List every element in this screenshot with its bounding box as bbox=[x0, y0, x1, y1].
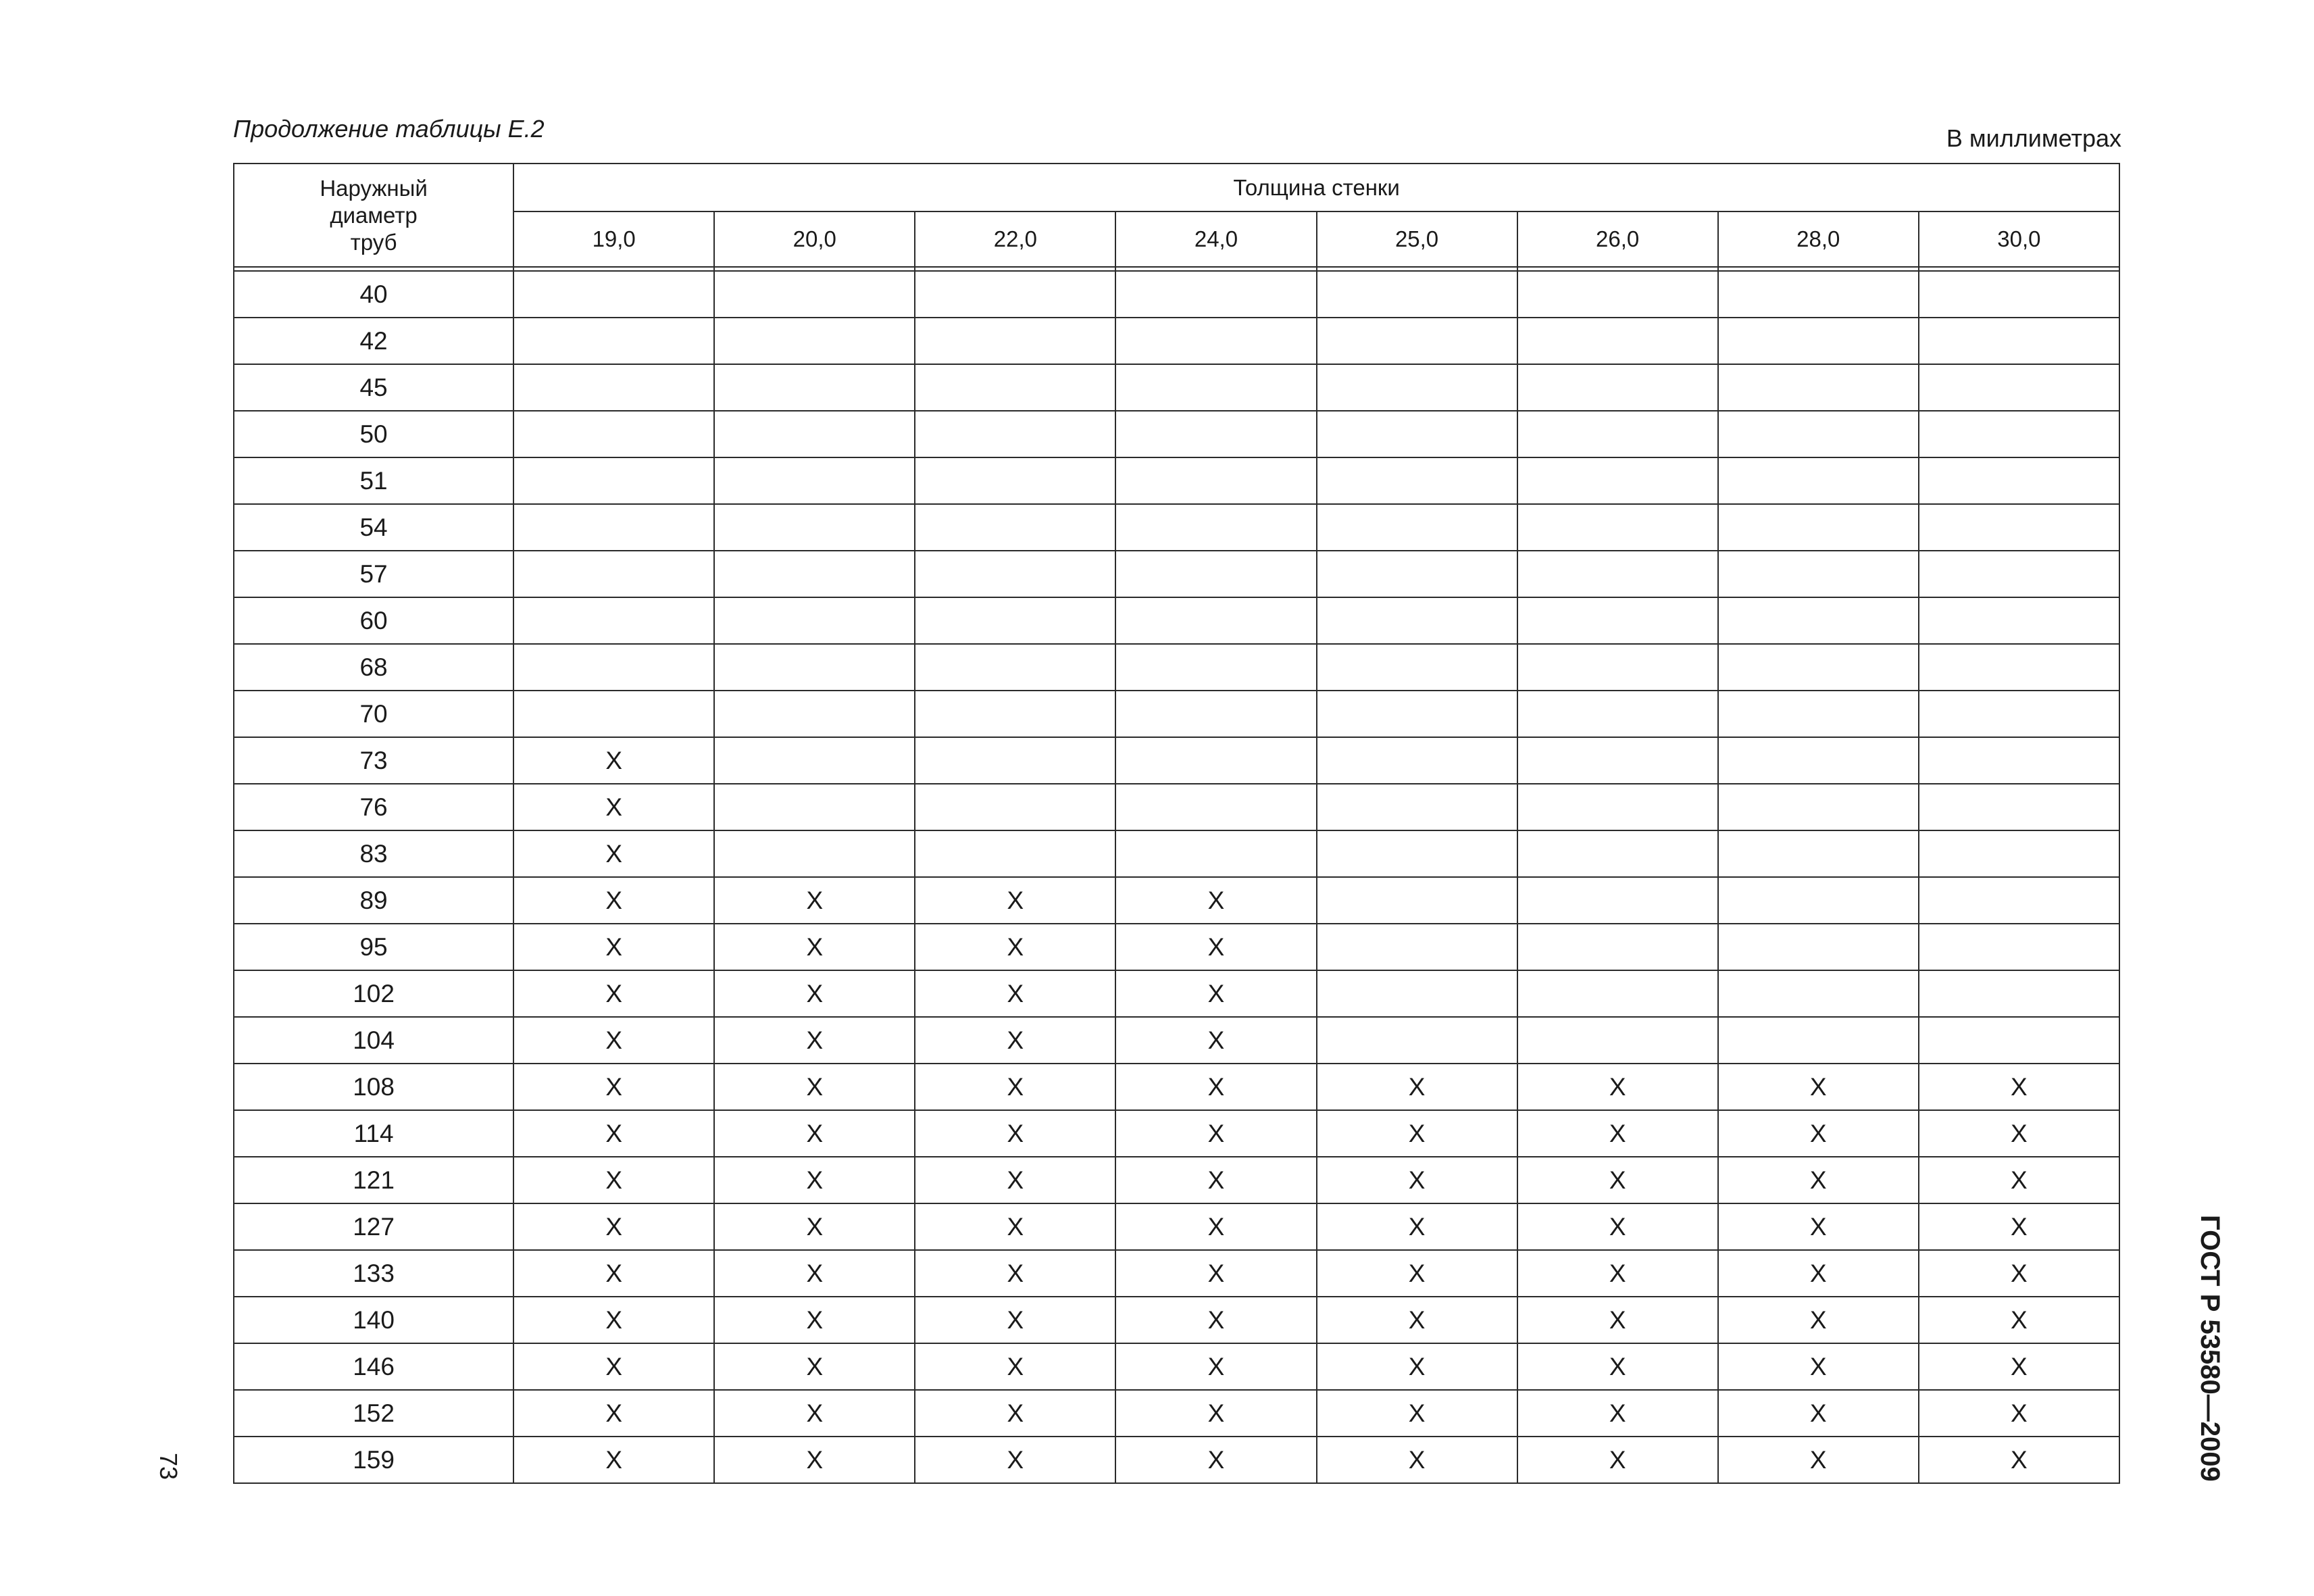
availability-mark-cell bbox=[915, 551, 1115, 597]
availability-mark-cell: X bbox=[714, 1157, 915, 1203]
availability-mark-cell bbox=[1317, 364, 1517, 411]
availability-mark-cell bbox=[1317, 691, 1517, 737]
table-row bbox=[234, 691, 2119, 737]
availability-mark-cell: X bbox=[1115, 970, 1316, 1017]
availability-mark-cell bbox=[1919, 830, 2119, 877]
availability-mark-cell bbox=[1517, 504, 1718, 551]
standard-designation: ГОСТ Р 53580—2009 bbox=[2195, 1215, 2225, 1482]
availability-mark-cell: X bbox=[1317, 1157, 1517, 1203]
availability-mark-cell bbox=[1718, 924, 1919, 970]
availability-mark-cell: X bbox=[513, 1157, 714, 1203]
availability-mark-cell: X bbox=[513, 970, 714, 1017]
availability-mark-cell bbox=[1718, 457, 1919, 504]
table-row bbox=[234, 1203, 2119, 1250]
table-row bbox=[234, 970, 2119, 1017]
availability-mark-cell bbox=[1517, 830, 1718, 877]
table-row bbox=[234, 318, 2119, 364]
wall-thickness-header: Толщина стенки bbox=[513, 164, 2119, 211]
availability-mark-cell: X bbox=[513, 1343, 714, 1390]
table-row bbox=[234, 1064, 2119, 1110]
table-row bbox=[234, 644, 2119, 691]
table-row bbox=[234, 1157, 2119, 1203]
outer-diameter-cell: 140 bbox=[234, 1297, 513, 1343]
availability-mark-cell bbox=[915, 830, 1115, 877]
outer-diameter-cell: 57 bbox=[234, 551, 513, 597]
availability-mark-cell: X bbox=[1919, 1110, 2119, 1157]
availability-mark-cell bbox=[915, 364, 1115, 411]
availability-mark-cell bbox=[1919, 737, 2119, 784]
availability-mark-cell bbox=[1718, 877, 1919, 924]
availability-mark-cell bbox=[1517, 271, 1718, 318]
availability-mark-cell: X bbox=[1115, 1437, 1316, 1483]
availability-mark-cell: X bbox=[1718, 1157, 1919, 1203]
availability-mark-cell: X bbox=[1317, 1064, 1517, 1110]
availability-mark-cell bbox=[1317, 504, 1517, 551]
availability-mark-cell bbox=[513, 318, 714, 364]
thickness-column-header: 30,0 bbox=[1919, 211, 2119, 267]
availability-mark-cell bbox=[513, 364, 714, 411]
availability-mark-cell bbox=[714, 830, 915, 877]
availability-mark-cell: X bbox=[915, 1017, 1115, 1064]
availability-mark-cell: X bbox=[915, 1064, 1115, 1110]
availability-mark-cell bbox=[513, 457, 714, 504]
availability-mark-cell: X bbox=[915, 1250, 1115, 1297]
outer-diameter-cell: 89 bbox=[234, 877, 513, 924]
availability-mark-cell: X bbox=[1115, 1203, 1316, 1250]
availability-mark-cell bbox=[714, 271, 915, 318]
availability-mark-cell: X bbox=[1517, 1064, 1718, 1110]
outer-diameter-cell: 42 bbox=[234, 318, 513, 364]
availability-mark-cell: X bbox=[714, 1203, 915, 1250]
availability-mark-cell: X bbox=[1919, 1157, 2119, 1203]
availability-mark-cell bbox=[714, 457, 915, 504]
outer-diameter-cell: 83 bbox=[234, 830, 513, 877]
table-row bbox=[234, 271, 2119, 318]
thickness-column-header: 24,0 bbox=[1115, 211, 1316, 267]
page-number: 73 bbox=[155, 1453, 182, 1480]
availability-mark-cell: X bbox=[1718, 1203, 1919, 1250]
availability-mark-cell: X bbox=[1517, 1437, 1718, 1483]
table-row bbox=[234, 1017, 2119, 1064]
availability-mark-cell bbox=[1718, 784, 1919, 830]
availability-mark-cell: X bbox=[714, 877, 915, 924]
availability-mark-cell bbox=[1317, 551, 1517, 597]
availability-mark-cell bbox=[915, 644, 1115, 691]
availability-mark-cell bbox=[1718, 691, 1919, 737]
availability-mark-cell: X bbox=[714, 1064, 915, 1110]
availability-mark-cell: X bbox=[714, 1343, 915, 1390]
availability-mark-cell: X bbox=[1517, 1390, 1718, 1437]
availability-mark-cell bbox=[1317, 784, 1517, 830]
availability-mark-cell: X bbox=[714, 1437, 915, 1483]
outer-diameter-header-line: труб bbox=[350, 229, 397, 255]
availability-mark-cell: X bbox=[1317, 1437, 1517, 1483]
availability-mark-cell bbox=[1317, 457, 1517, 504]
availability-mark-cell: X bbox=[513, 877, 714, 924]
pipe-dimensions-table bbox=[233, 163, 2120, 1484]
availability-mark-cell bbox=[1317, 737, 1517, 784]
availability-mark-cell: X bbox=[513, 1297, 714, 1343]
availability-mark-cell: X bbox=[513, 1390, 714, 1437]
outer-diameter-cell: 152 bbox=[234, 1390, 513, 1437]
availability-mark-cell bbox=[1317, 970, 1517, 1017]
availability-mark-cell: X bbox=[915, 1437, 1115, 1483]
availability-mark-cell: X bbox=[714, 924, 915, 970]
availability-mark-cell bbox=[915, 504, 1115, 551]
outer-diameter-cell: 102 bbox=[234, 970, 513, 1017]
availability-mark-cell bbox=[1115, 504, 1316, 551]
availability-mark-cell: X bbox=[915, 1203, 1115, 1250]
availability-mark-cell: X bbox=[915, 1110, 1115, 1157]
outer-diameter-cell: 60 bbox=[234, 597, 513, 644]
availability-mark-cell: X bbox=[513, 1437, 714, 1483]
availability-mark-cell bbox=[1115, 318, 1316, 364]
availability-mark-cell: X bbox=[1718, 1297, 1919, 1343]
availability-mark-cell: X bbox=[513, 1203, 714, 1250]
availability-mark-cell bbox=[1517, 924, 1718, 970]
outer-diameter-cell: 54 bbox=[234, 504, 513, 551]
availability-mark-cell bbox=[1919, 364, 2119, 411]
table-row bbox=[234, 924, 2119, 970]
availability-mark-cell bbox=[1517, 597, 1718, 644]
table-row bbox=[234, 551, 2119, 597]
outer-diameter-header-line: диаметр bbox=[330, 202, 418, 228]
availability-mark-cell: X bbox=[1919, 1250, 2119, 1297]
table-row bbox=[234, 784, 2119, 830]
outer-diameter-cell: 133 bbox=[234, 1250, 513, 1297]
availability-mark-cell bbox=[915, 457, 1115, 504]
outer-diameter-cell: 73 bbox=[234, 737, 513, 784]
availability-mark-cell: X bbox=[915, 1390, 1115, 1437]
availability-mark-cell bbox=[1317, 644, 1517, 691]
availability-mark-cell bbox=[714, 504, 915, 551]
table-row bbox=[234, 1297, 2119, 1343]
availability-mark-cell bbox=[1718, 504, 1919, 551]
availability-mark-cell: X bbox=[1919, 1390, 2119, 1437]
availability-mark-cell bbox=[1517, 691, 1718, 737]
availability-mark-cell bbox=[513, 271, 714, 318]
availability-mark-cell: X bbox=[513, 1064, 714, 1110]
availability-mark-cell bbox=[1718, 318, 1919, 364]
availability-mark-cell bbox=[1115, 551, 1316, 597]
availability-mark-cell bbox=[1115, 784, 1316, 830]
availability-mark-cell bbox=[1919, 271, 2119, 318]
availability-mark-cell: X bbox=[1115, 1343, 1316, 1390]
availability-mark-cell bbox=[714, 411, 915, 457]
thickness-column-header: 19,0 bbox=[513, 211, 714, 267]
table-caption: Продолжение таблицы Е.2 bbox=[233, 115, 545, 143]
availability-mark-cell: X bbox=[1317, 1250, 1517, 1297]
table-row bbox=[234, 1390, 2119, 1437]
availability-mark-cell: X bbox=[1919, 1437, 2119, 1483]
availability-mark-cell: X bbox=[513, 830, 714, 877]
availability-mark-cell bbox=[1317, 597, 1517, 644]
availability-mark-cell: X bbox=[513, 924, 714, 970]
availability-mark-cell bbox=[1517, 737, 1718, 784]
availability-mark-cell: X bbox=[1718, 1390, 1919, 1437]
availability-mark-cell: X bbox=[1517, 1343, 1718, 1390]
availability-mark-cell bbox=[1919, 970, 2119, 1017]
availability-mark-cell bbox=[1919, 877, 2119, 924]
availability-mark-cell bbox=[915, 737, 1115, 784]
availability-mark-cell bbox=[1517, 784, 1718, 830]
outer-diameter-cell: 146 bbox=[234, 1343, 513, 1390]
availability-mark-cell bbox=[1517, 364, 1718, 411]
availability-mark-cell: X bbox=[1919, 1343, 2119, 1390]
availability-mark-cell bbox=[1115, 830, 1316, 877]
availability-mark-cell: X bbox=[1317, 1343, 1517, 1390]
outer-diameter-cell: 50 bbox=[234, 411, 513, 457]
availability-mark-cell bbox=[1517, 877, 1718, 924]
availability-mark-cell bbox=[1718, 364, 1919, 411]
availability-mark-cell: X bbox=[714, 1017, 915, 1064]
table-row bbox=[234, 1343, 2119, 1390]
outer-diameter-cell: 70 bbox=[234, 691, 513, 737]
availability-mark-cell: X bbox=[1115, 1250, 1316, 1297]
table-row bbox=[234, 877, 2119, 924]
availability-mark-cell bbox=[714, 691, 915, 737]
availability-mark-cell bbox=[1919, 597, 2119, 644]
availability-mark-cell: X bbox=[915, 877, 1115, 924]
availability-mark-cell bbox=[1317, 318, 1517, 364]
availability-mark-cell bbox=[1517, 644, 1718, 691]
thickness-column-header: 25,0 bbox=[1317, 211, 1517, 267]
availability-mark-cell bbox=[1115, 364, 1316, 411]
thickness-column-header: 22,0 bbox=[915, 211, 1115, 267]
availability-mark-cell bbox=[1115, 644, 1316, 691]
availability-mark-cell bbox=[915, 784, 1115, 830]
availability-mark-cell bbox=[1919, 644, 2119, 691]
availability-mark-cell bbox=[1919, 784, 2119, 830]
availability-mark-cell bbox=[1718, 830, 1919, 877]
availability-mark-cell: X bbox=[1317, 1390, 1517, 1437]
availability-mark-cell: X bbox=[1115, 1157, 1316, 1203]
availability-mark-cell bbox=[1517, 318, 1718, 364]
availability-mark-cell: X bbox=[513, 1250, 714, 1297]
availability-mark-cell bbox=[1718, 737, 1919, 784]
availability-mark-cell bbox=[513, 504, 714, 551]
table-row bbox=[234, 1110, 2119, 1157]
availability-mark-cell bbox=[1919, 318, 2119, 364]
availability-mark-cell bbox=[714, 784, 915, 830]
availability-mark-cell: X bbox=[915, 1297, 1115, 1343]
availability-mark-cell: X bbox=[1718, 1437, 1919, 1483]
availability-mark-cell: X bbox=[714, 1110, 915, 1157]
availability-mark-cell: X bbox=[1919, 1064, 2119, 1110]
units-note: В миллиметрах bbox=[1946, 124, 2121, 152]
availability-mark-cell: X bbox=[915, 970, 1115, 1017]
availability-mark-cell bbox=[1718, 411, 1919, 457]
availability-mark-cell bbox=[1517, 457, 1718, 504]
table-row bbox=[234, 597, 2119, 644]
availability-mark-cell bbox=[513, 597, 714, 644]
availability-mark-cell bbox=[1718, 1017, 1919, 1064]
availability-mark-cell bbox=[1115, 271, 1316, 318]
availability-mark-cell bbox=[1115, 411, 1316, 457]
availability-mark-cell bbox=[1115, 737, 1316, 784]
availability-mark-cell: X bbox=[1115, 1064, 1316, 1110]
availability-mark-cell: X bbox=[1115, 1017, 1316, 1064]
outer-diameter-cell: 45 bbox=[234, 364, 513, 411]
outer-diameter-cell: 121 bbox=[234, 1157, 513, 1203]
availability-mark-cell: X bbox=[513, 1110, 714, 1157]
availability-mark-cell bbox=[1317, 877, 1517, 924]
availability-mark-cell: X bbox=[1517, 1203, 1718, 1250]
availability-mark-cell bbox=[714, 737, 915, 784]
availability-mark-cell: X bbox=[1517, 1250, 1718, 1297]
table-row bbox=[234, 1250, 2119, 1297]
outer-diameter-header bbox=[234, 164, 513, 267]
availability-mark-cell: X bbox=[1115, 1390, 1316, 1437]
availability-mark-cell bbox=[915, 597, 1115, 644]
availability-mark-cell bbox=[714, 597, 915, 644]
availability-mark-cell: X bbox=[1718, 1110, 1919, 1157]
availability-mark-cell: X bbox=[915, 924, 1115, 970]
outer-diameter-cell: 68 bbox=[234, 644, 513, 691]
table-row bbox=[234, 1437, 2119, 1483]
availability-mark-cell bbox=[1317, 411, 1517, 457]
outer-diameter-cell: 108 bbox=[234, 1064, 513, 1110]
availability-mark-cell bbox=[1919, 924, 2119, 970]
outer-diameter-cell: 159 bbox=[234, 1437, 513, 1483]
availability-mark-cell bbox=[513, 411, 714, 457]
availability-mark-cell: X bbox=[1317, 1203, 1517, 1250]
availability-mark-cell: X bbox=[714, 1297, 915, 1343]
availability-mark-cell: X bbox=[1718, 1343, 1919, 1390]
availability-mark-cell: X bbox=[1517, 1110, 1718, 1157]
outer-diameter-header-line: Наружный bbox=[320, 175, 428, 201]
availability-mark-cell bbox=[714, 551, 915, 597]
availability-mark-cell bbox=[1919, 1017, 2119, 1064]
availability-mark-cell bbox=[513, 551, 714, 597]
availability-mark-cell: X bbox=[714, 970, 915, 1017]
thickness-column-header: 26,0 bbox=[1517, 211, 1718, 267]
availability-mark-cell bbox=[714, 364, 915, 411]
availability-mark-cell bbox=[513, 691, 714, 737]
availability-mark-cell bbox=[1919, 504, 2119, 551]
availability-mark-cell bbox=[1718, 271, 1919, 318]
availability-mark-cell: X bbox=[1115, 1110, 1316, 1157]
availability-mark-cell: X bbox=[1517, 1157, 1718, 1203]
availability-mark-cell: X bbox=[513, 1017, 714, 1064]
availability-mark-cell: X bbox=[1317, 1110, 1517, 1157]
availability-mark-cell bbox=[915, 271, 1115, 318]
availability-mark-cell: X bbox=[1718, 1064, 1919, 1110]
table-row bbox=[234, 830, 2119, 877]
availability-mark-cell bbox=[1317, 924, 1517, 970]
availability-mark-cell: X bbox=[714, 1250, 915, 1297]
availability-mark-cell bbox=[1317, 830, 1517, 877]
outer-diameter-cell: 114 bbox=[234, 1110, 513, 1157]
availability-mark-cell bbox=[714, 318, 915, 364]
availability-mark-cell bbox=[915, 411, 1115, 457]
availability-mark-cell bbox=[714, 644, 915, 691]
table-row bbox=[234, 737, 2119, 784]
availability-mark-cell: X bbox=[915, 1343, 1115, 1390]
availability-mark-cell: X bbox=[1919, 1297, 2119, 1343]
availability-mark-cell bbox=[1517, 970, 1718, 1017]
availability-mark-cell: X bbox=[714, 1390, 915, 1437]
availability-mark-cell: X bbox=[513, 737, 714, 784]
availability-mark-cell bbox=[1115, 457, 1316, 504]
availability-mark-cell bbox=[1517, 411, 1718, 457]
outer-diameter-cell: 76 bbox=[234, 784, 513, 830]
availability-mark-cell: X bbox=[1115, 1297, 1316, 1343]
availability-mark-cell bbox=[1517, 551, 1718, 597]
availability-mark-cell: X bbox=[1718, 1250, 1919, 1297]
table-row bbox=[234, 457, 2119, 504]
availability-mark-cell bbox=[1718, 597, 1919, 644]
availability-mark-cell: X bbox=[915, 1157, 1115, 1203]
outer-diameter-cell: 127 bbox=[234, 1203, 513, 1250]
table-row bbox=[234, 504, 2119, 551]
availability-mark-cell bbox=[1317, 271, 1517, 318]
availability-mark-cell: X bbox=[1317, 1297, 1517, 1343]
thickness-column-header: 28,0 bbox=[1718, 211, 1919, 267]
availability-mark-cell bbox=[1115, 597, 1316, 644]
availability-mark-cell: X bbox=[513, 784, 714, 830]
availability-mark-cell bbox=[1919, 691, 2119, 737]
table-row bbox=[234, 364, 2119, 411]
thickness-column-header: 20,0 bbox=[714, 211, 915, 267]
table-row bbox=[234, 411, 2119, 457]
availability-mark-cell: X bbox=[1115, 924, 1316, 970]
availability-mark-cell: X bbox=[1919, 1203, 2119, 1250]
availability-mark-cell bbox=[1517, 1017, 1718, 1064]
availability-mark-cell bbox=[1718, 970, 1919, 1017]
availability-mark-cell bbox=[915, 318, 1115, 364]
availability-mark-cell bbox=[513, 644, 714, 691]
availability-mark-cell: X bbox=[1517, 1297, 1718, 1343]
availability-mark-cell bbox=[1718, 644, 1919, 691]
availability-mark-cell bbox=[1718, 551, 1919, 597]
availability-mark-cell bbox=[1115, 691, 1316, 737]
availability-mark-cell bbox=[915, 691, 1115, 737]
availability-mark-cell: X bbox=[1115, 877, 1316, 924]
outer-diameter-cell: 95 bbox=[234, 924, 513, 970]
availability-mark-cell bbox=[1919, 457, 2119, 504]
availability-mark-cell bbox=[1919, 411, 2119, 457]
outer-diameter-cell: 104 bbox=[234, 1017, 513, 1064]
outer-diameter-cell: 51 bbox=[234, 457, 513, 504]
availability-mark-cell bbox=[1317, 1017, 1517, 1064]
availability-mark-cell bbox=[1919, 551, 2119, 597]
outer-diameter-cell: 40 bbox=[234, 271, 513, 318]
